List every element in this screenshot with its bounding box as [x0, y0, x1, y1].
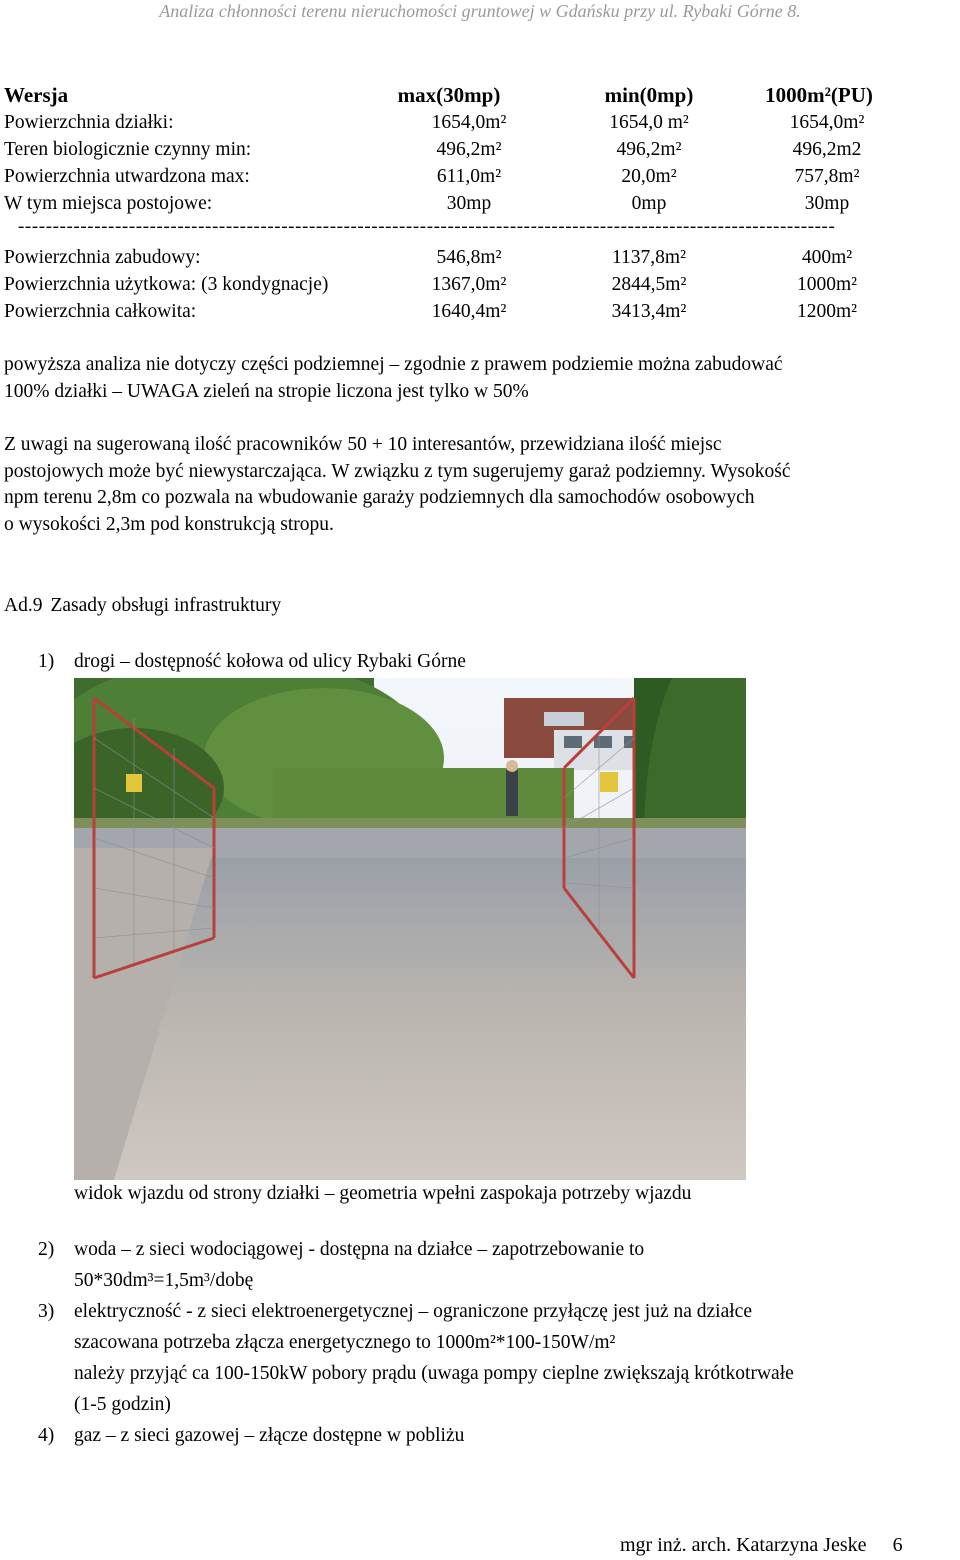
row-label: Powierzchnia użytkowa: (3 kondygnacje) [4, 274, 329, 295]
row-label: Powierzchnia działki: [4, 112, 174, 133]
cell-max: 30mp [446, 193, 492, 214]
list-text: gaz – z sieci gazowej – złącze dostępne w pobliżu [74, 1425, 465, 1446]
row-label: Powierzchnia utwardzona max: [4, 166, 250, 187]
cell-pu: 400m² [801, 247, 853, 268]
table-row [4, 109, 944, 136]
list-continuation: należy przyjąć ca 100-150kW pobory prądu (uwaga pompy cieplne zwiększają krótkotrwałe [74, 1363, 794, 1384]
row-label: Powierzchnia zabudowy: [4, 247, 201, 268]
header-cell: 1000m²(PU) [765, 83, 873, 107]
note-paragraph [4, 352, 949, 405]
cell-max: 1654,0m² [431, 112, 507, 133]
row-label: Teren biologicznie czynny min: [4, 139, 252, 160]
list-continuation: (1-5 godzin) [74, 1394, 171, 1415]
page-footer [620, 1532, 903, 1558]
entrance-photo-illustration [74, 678, 746, 1180]
table-row [4, 163, 944, 190]
cell-max: 611,0m² [436, 166, 502, 187]
analysis-table-lower [4, 244, 944, 325]
cell-max: 496,2m² [436, 139, 502, 160]
list-continuation: szacowana potrzeba złącza energetycznego to 1000m²*100-150W/m² [74, 1332, 616, 1353]
parking-paragraph [4, 432, 949, 538]
text-line: npm terenu 2,8m co pozwala na wbudowanie garaży podziemnych dla samochodów osobowych [4, 487, 755, 508]
table-row [4, 244, 944, 271]
text-line: powyższa analiza nie dotyczy części podziemnej – zgodnie z prawem podziemie można zabudować [4, 354, 783, 375]
text-line: o wysokości 2,3m pod konstrukcją stropu. [4, 513, 334, 535]
cell-min: 2844,5m² [611, 274, 687, 295]
cell-pu: 30mp [804, 193, 850, 214]
page-header: Analiza chłonności terenu nieruchomości gruntowej w Gdańsku przy ul. Rybaki Górne 8. [159, 1, 801, 21]
text-line: 100% działki – UWAGA zieleń na stropie liczona jest tylko w 50% [4, 380, 529, 402]
list-number: 2) [38, 1239, 55, 1260]
list-continuation: 50*30dm³=1,5m³/dobę [74, 1270, 254, 1291]
cell-max: 1367,0m² [431, 274, 507, 295]
table-row [4, 298, 944, 325]
list-number: 1) [38, 651, 55, 672]
table-row [4, 190, 944, 217]
list-text: woda – z sieci wodociągowej - dostępna na działce – zapotrzebowanie to [74, 1239, 645, 1260]
analysis-table [4, 82, 944, 217]
cell-pu: 1200m² [796, 301, 857, 322]
cell-max: 546,8m² [436, 247, 502, 268]
entrance-photo [74, 678, 746, 1180]
section-title: Zasady obsługi infrastruktury [50, 595, 282, 616]
cell-pu: 1654,0m² [789, 112, 865, 133]
list-text: drogi – dostępność kołowa od ulicy Rybaki Górne [74, 651, 466, 672]
list-number: 3) [38, 1301, 55, 1322]
photo-caption: widok wjazdu od strony działki – geometria wpełni zaspokaja potrzeby wjazdu [74, 1183, 692, 1204]
cell-min: 1654,0 m² [609, 112, 689, 133]
header-cell: min(0mp) [604, 83, 694, 107]
section-number: Ad.9 [4, 595, 43, 616]
cell-pu: 757,8m² [794, 166, 860, 187]
page-number: 6 [892, 1534, 903, 1556]
section-heading [4, 592, 281, 620]
header-cell: Wersja [4, 83, 69, 107]
row-label: Powierzchnia całkowita: [4, 301, 197, 322]
header-cell: max(30mp) [397, 83, 501, 107]
cell-min: 1137,8m² [612, 247, 686, 268]
dashed-separator: ---------------------------------------------------------------------------------------------------------------------- [18, 218, 836, 236]
list-number: 4) [38, 1425, 55, 1446]
table-row [4, 271, 944, 298]
list-text: elektryczność - z sieci elektroenergetycznej – ograniczone przyłączę jest już na działce [74, 1301, 752, 1322]
cell-min: 0mp [631, 193, 667, 214]
table-header-row [4, 82, 944, 109]
cell-max: 1640,4m² [431, 301, 507, 322]
table-row [4, 136, 944, 163]
cell-pu: 1000m² [796, 274, 857, 295]
footer-author: mgr inż. arch. Katarzyna Jeske [620, 1534, 867, 1556]
text-line: Z uwagi na sugerowaną ilość pracowników 50 + 10 interesantów, przewidziana ilość miejsc [4, 434, 722, 455]
cell-min: 20,0m² [621, 166, 677, 187]
cell-pu: 496,2m2 [792, 139, 862, 160]
text-line: postojowych może być niewystarczająca. W związku z tym sugerujemy garaż podziemny. Wysokość [4, 460, 791, 482]
cell-min: 496,2m² [616, 139, 682, 160]
cell-min: 3413,4m² [611, 301, 687, 322]
row-label: W tym miejsca postojowe: [4, 193, 213, 214]
